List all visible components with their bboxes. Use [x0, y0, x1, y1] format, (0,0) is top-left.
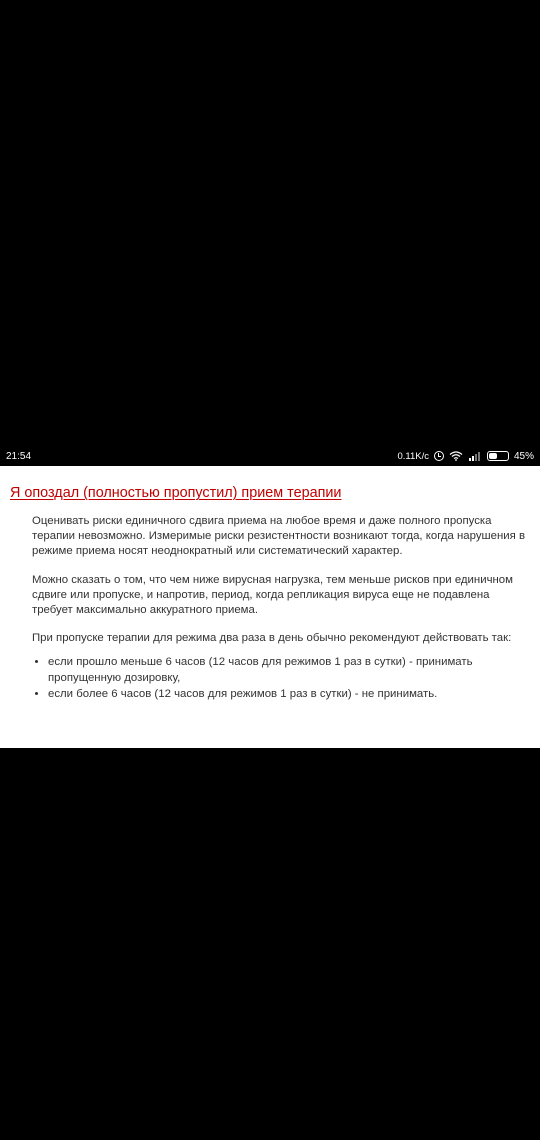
paragraph: Оценивать риски единичного сдвига приема на любое время и даже полного пропуска терапии невозможно. Измеримые риски резистентности возникают тогда, когда нарушения в режиме приема носят неоднократный или систематический характер. — [32, 515, 526, 558]
list-item: • если прошло меньше 6 часов (12 часов для режимов 1 раз в сутки) - принимать пропущенную дозировку, — [48, 655, 528, 685]
article-title[interactable]: Я опоздал (полностью пропустил) прием терапии — [10, 485, 342, 501]
blank-area-top — [0, 0, 540, 446]
article-card — [0, 466, 540, 748]
article-body — [10, 514, 530, 702]
status-bar — [0, 446, 540, 466]
recommendation-list — [32, 655, 528, 702]
network-speed: 0.11K/c — [397, 450, 429, 462]
signal-icon — [468, 451, 482, 461]
alarm-icon — [434, 451, 444, 461]
status-time: 21:54 — [6, 451, 32, 462]
status-indicators — [397, 449, 534, 463]
wifi-icon — [449, 451, 463, 461]
battery-fill — [489, 453, 497, 459]
list-item: • если более 6 часов (12 часов для режимов 1 раз в сутки) - не принимать. — [48, 687, 528, 702]
battery-level: 45% — [513, 450, 534, 462]
paragraph: Можно сказать о том, что чем ниже вирусная нагрузка, тем меньше рисков при единичном сдвиге или пропуске, и напротив, период, когда репликация вируса еще не подавлена требует максимально аккуратного приема. — [32, 573, 513, 617]
paragraph: При пропуске терапии для режима два раза в день обычно рекомендуют действовать так: — [32, 632, 512, 645]
battery-icon — [487, 451, 509, 461]
blank-area-bottom — [0, 748, 540, 1140]
